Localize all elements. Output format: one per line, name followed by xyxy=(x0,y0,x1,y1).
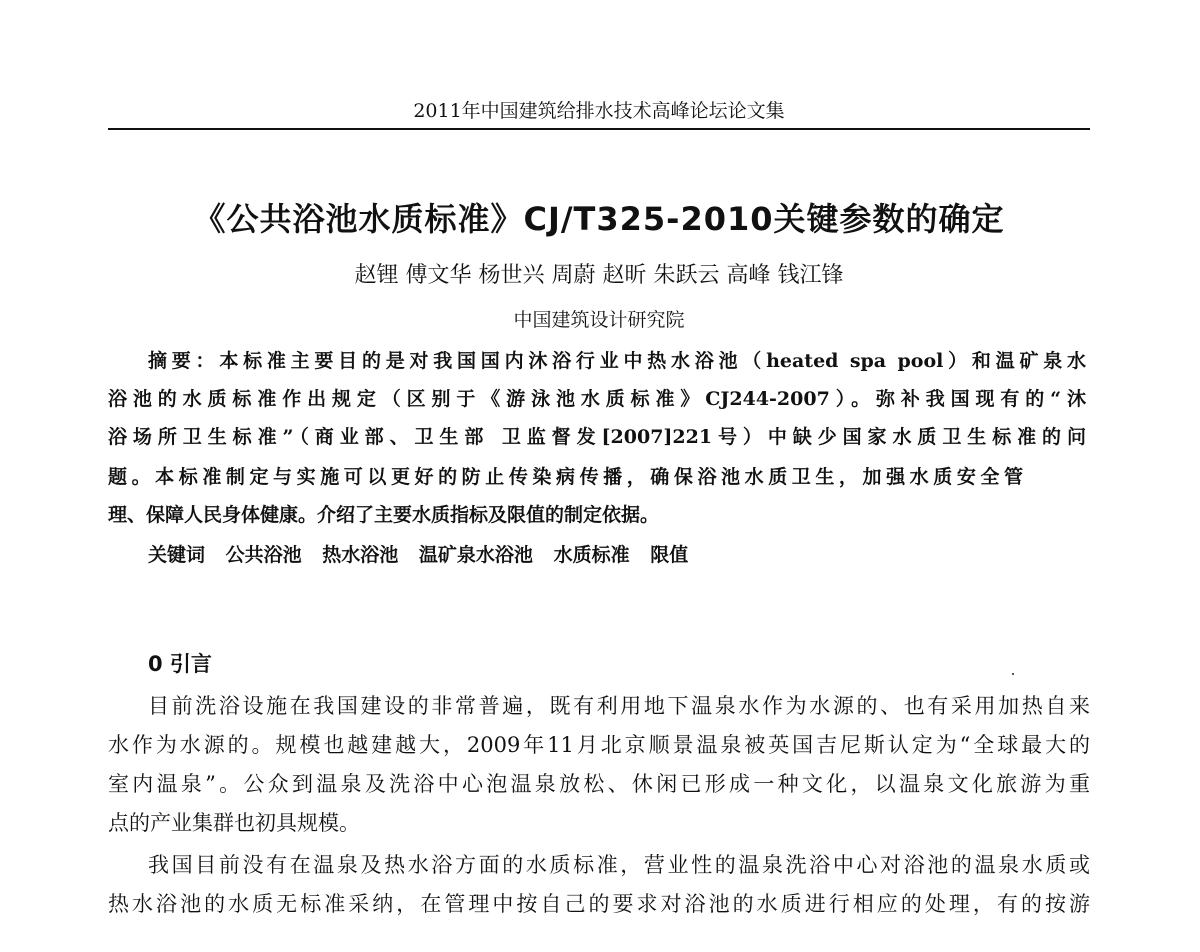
body-line: 点的产业集群也初具规模。 xyxy=(108,811,360,835)
body-line: 目前洗浴设施在我国建设的非常普遍，既有利用地下温泉水作为水源的、也有采用加热自来 xyxy=(148,694,1090,718)
abstract-line: 摘要：本标准主要目的是对我国国内沐浴行业中热水浴池（heated spa pool）和温矿泉水 xyxy=(148,350,1086,372)
keyword: 热水浴池 xyxy=(322,544,399,566)
paper-title: 《公共浴池水质标准》CJ/T325-2010关键参数的确定 xyxy=(193,200,1005,238)
keywords xyxy=(148,540,702,567)
body-line: 室内温泉”。公众到温泉及洗浴中心泡温泉放松、休闲已形成一种文化，以温泉文化旅游为重 xyxy=(108,772,1090,796)
abstract-line: 题。本标准制定与实施可以更好的防止传染病传播，确保浴池水质卫生，加强水质安全管 xyxy=(108,466,1023,488)
body-line: 热水浴池的水质无标准采纳，在管理中按自己的要求对浴池的水质进行相应的处理，有的按游 xyxy=(108,892,1090,916)
header-rule xyxy=(108,128,1090,130)
keyword: 温矿泉水浴池 xyxy=(418,544,533,566)
authors: 赵锂 傅文华 杨世兴 周蔚 赵昕 朱跃云 高峰 钱江锋 xyxy=(354,263,844,288)
affiliation: 中国建筑设计研究院 xyxy=(513,309,685,331)
keyword: 公共浴池 xyxy=(225,544,302,566)
running-head: 2011年中国建筑给排水技术高峰论坛论文集 xyxy=(413,100,785,122)
abstract-line: 浴池的水质标准作出规定（区别于《游泳池水质标准》CJ244-2007）。弥补我国现有的“沐 xyxy=(108,388,1086,410)
abstract-line: 浴场所卫生标准”（商业部、卫生部 卫监督发[2007]221号）中缺少国家水质卫生标准的问 xyxy=(108,426,1086,448)
body-line: 水作为水源的。规模也越建越大，2009年11月北京顺景温泉被英国吉尼斯认定为“全球最大的 xyxy=(108,733,1090,757)
section-heading: 0 引言 xyxy=(148,652,212,676)
scan-speck xyxy=(1012,673,1014,675)
keyword: 水质标准 xyxy=(553,544,630,566)
keyword: 限值 xyxy=(650,544,689,566)
body-line: 我国目前没有在温泉及热水浴方面的水质标准，营业性的温泉洗浴中心对浴池的温泉水质或 xyxy=(148,853,1090,877)
keywords-label: 关键词 xyxy=(148,544,206,566)
abstract-line: 理、保障人民身体健康。介绍了主要水质指标及限值的制定依据。 xyxy=(108,504,660,526)
